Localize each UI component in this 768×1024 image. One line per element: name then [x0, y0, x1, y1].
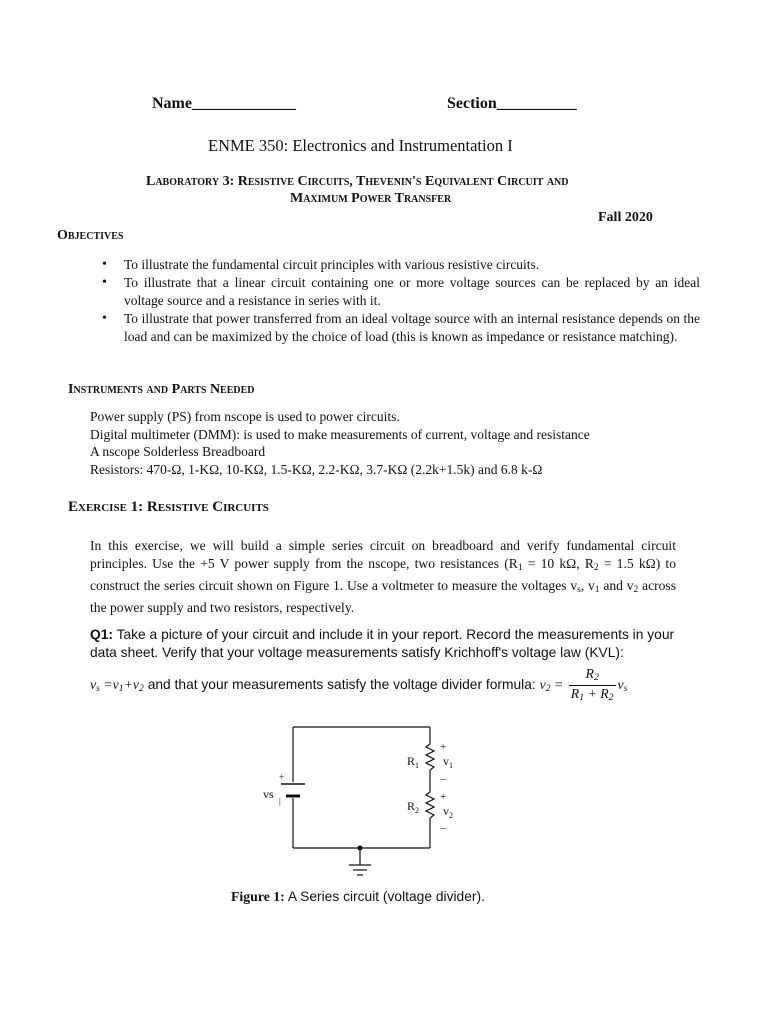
v1-plus: + [440, 741, 447, 753]
q1-label: Q1: [90, 627, 113, 642]
term-label: Fall 2020 [598, 210, 653, 225]
resistor-r1 [426, 744, 434, 770]
v1-minus: − [440, 774, 447, 786]
v2-plus: + [440, 791, 447, 803]
list-item: • To illustrate that power transferred from an ideal voltage source with an internal resistance depends on the load and can be maximized by the choice of load (this is known as impedance or resistance matching). [100, 310, 700, 346]
name-field-label: Name_____________ [152, 95, 296, 112]
course-title: ENME 350: Electronics and Instrumentation I [208, 136, 513, 155]
section-field-label: Section__________ [447, 95, 577, 112]
v2-label: $v_2$ [443, 804, 453, 820]
r1-label: $R_1$ [407, 754, 420, 770]
kvl-equation-line: $v_s =v_1+v_2$ and that your measurements satisfy the voltage divider formula: $v_2$ = $\frac{R_2}{R_1 + R_2}$ $v_s$ [90, 666, 628, 703]
battery-plus-label: + [279, 772, 285, 782]
objectives-list [100, 256, 700, 346]
list-item: Digital multimeter (DMM): is used to make measurements of current, voltage and resistance [90, 426, 590, 442]
v2-minus: − [440, 823, 447, 835]
battery-minus-label: | [279, 796, 281, 806]
r2-label: $R_2$ [407, 799, 420, 815]
lab-title-line1: Laboratory 3: Resistive Circuits, Thevenin's Equivalent Circuit and [146, 174, 569, 189]
instruments-list [90, 408, 590, 478]
list-item: • To illustrate the fundamental circuit principles with various resistive circuits. [100, 256, 700, 274]
figure-caption: Figure 1: A Series circuit (voltage divider). [231, 889, 485, 904]
series-circuit-diagram [250, 720, 470, 892]
ground-node [358, 846, 363, 851]
list-item: Resistors: 470-Ω, 1-KΩ, 10-KΩ, 1.5-KΩ, 2.2-KΩ, 3.7-KΩ (2.2k+1.5k) and 6.8 k-Ω [90, 461, 543, 477]
kvl-equation: $v_s =v_1+v_2$ [90, 677, 144, 695]
exercise1-heading: Exercise 1: Resistive Circuits [68, 499, 269, 515]
resistor-r2 [426, 792, 434, 818]
vs-label: vs [263, 787, 274, 801]
v1-label: $v_1$ [443, 754, 453, 770]
objectives-heading: Objectives [57, 228, 124, 243]
lab-title-line2: Maximum Power Transfer [290, 191, 452, 206]
divider-formula: $v_2$ = $\frac{R_2}{R_1 + R_2}$ $v_s$ [539, 666, 628, 703]
list-item: A nscope Solderless Breadboard [90, 444, 266, 459]
instruments-heading: Instruments and Parts Needed [68, 382, 255, 397]
list-item: Power supply (PS) from nscope is used to power circuits. [90, 409, 400, 424]
list-item: • To illustrate that a linear circuit containing one or more voltage sources can be replaced by an ideal voltage source and a resistance in series with it. [100, 274, 700, 310]
exercise1-intro: In this exercise, we will build a simple series circuit on breadboard and verify fundamental circuit principles. Use the +5 V power supply from the nscope, two resistances ($R_1 = 10$ kΩ, $R_2 = 1.5$ kΩ) to construct the series circuit shown on Figure 1. Use a voltmeter to measure the voltages $v_s$, $v_1$ and $v_2$ across the power supply and two resistors, respectively. [90, 538, 677, 615]
q1-paragraph: Q1: Take a picture of your circuit and include it in your report. Record the measurements in your data sheet. Verify that your voltage measurements satisfy Krichhoff's voltage law (KVL): [90, 627, 675, 660]
